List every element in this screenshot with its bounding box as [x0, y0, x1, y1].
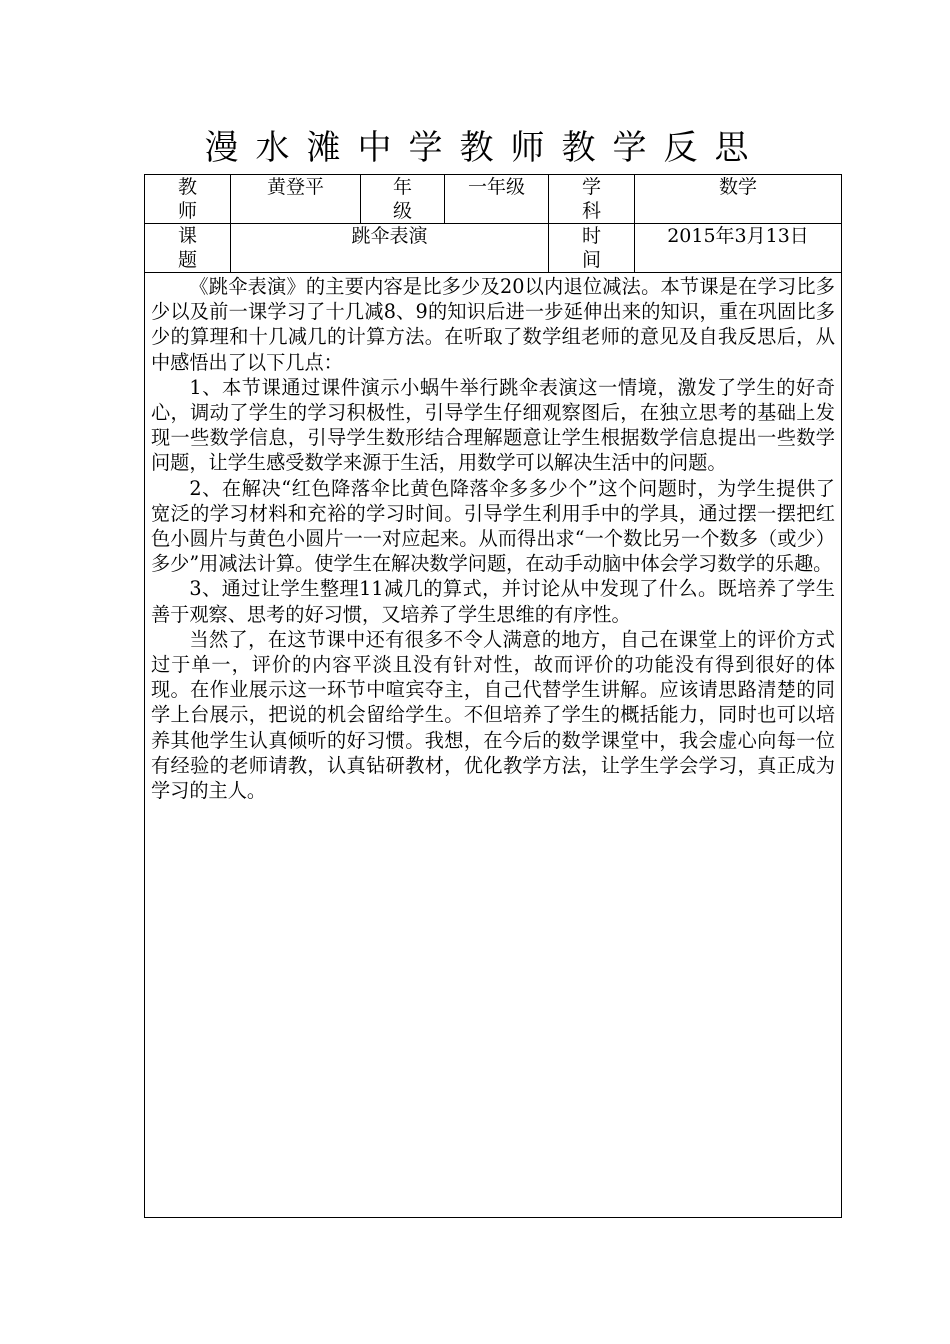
- info-row-2: [145, 224, 842, 273]
- topic-value: 跳伞表演: [231, 224, 549, 273]
- subject-label: 学 科: [549, 175, 635, 224]
- reflection-paragraph: 《跳伞表演》的主要内容是比多少及20以内退位减法。本节课是在学习比多少以及前一课学习了十几减8、9的知识后进一步延伸出来的知识，重在巩固比多少的算理和十几减几的计算方法。在听取了数学组老师的意见及自我反思后，从中感悟出了以下几点：: [151, 275, 835, 374]
- info-row-1: [145, 175, 842, 224]
- teacher-value: 黄登平: [231, 175, 361, 224]
- grade-label: 年 级: [361, 175, 445, 224]
- reflection-cell: [145, 273, 842, 1218]
- time-value: 2015年3月13日: [635, 224, 842, 273]
- page-title: 漫水滩中学教师教学反思: [204, 128, 766, 168]
- time-label: 时 间: [549, 224, 635, 273]
- reflection-paragraph: 1、本节课通过课件演示小蜗牛举行跳伞表演这一情境，激发了学生的好奇心，调动了学生的学习积极性，引导学生仔细观察图后，在独立思考的基础上发现一些数学信息，引导学生数形结合理解题意让学生根据数学信息提出一些数学问题，让学生感受数学来源于生活，用数学可以解决生活中的问题。: [151, 375, 835, 475]
- reflection-paragraph: 2、在解决“红色降落伞比黄色降落伞多多少个”这个问题时，为学生提供了宽泛的学习材料和充裕的学习时间。引导学生利用手中的学具，通过摆一摆把红色小圆片与黄色小圆片一一对应起来。从而得出求“一个数比另一个数多（或少）多少”用减法计算。使学生在解决数学问题，在动手动脑中体会学习数学的乐趣。: [151, 476, 835, 576]
- reflection-text: [145, 273, 841, 803]
- reflection-row: [145, 273, 842, 1218]
- topic-label: 课 题: [145, 224, 231, 273]
- reflection-paragraph: 当然了，在这节课中还有很多不令人满意的地方，自己在课堂上的评价方式过于单一，评价的内容平淡且没有针对性，故而评价的功能没有得到很好的体现。在作业展示这一环节中喧宾夺主，自己代替学生讲解。应该请思路清楚的同学上台展示，把说的机会留给学生。不但培养了学生的概括能力，同时也可以培养其他学生认真倾听的好习惯。我想，在今后的数学课堂中，我会虚心向每一位有经验的老师请教，认真钻研教材，优化教学方法，让学生学会学习，真正成为学习的主人。: [151, 627, 835, 803]
- reflection-form-table: [144, 174, 842, 1218]
- subject-value: 数学: [635, 175, 842, 224]
- grade-value: 一年级: [445, 175, 549, 224]
- teacher-label: 教 师: [145, 175, 231, 224]
- reflection-paragraph: 3、通过让学生整理11减几的算式，并讨论从中发现了什么。既培养了学生善于观察、思考的好习惯，又培养了学生思维的有序性。: [151, 577, 835, 626]
